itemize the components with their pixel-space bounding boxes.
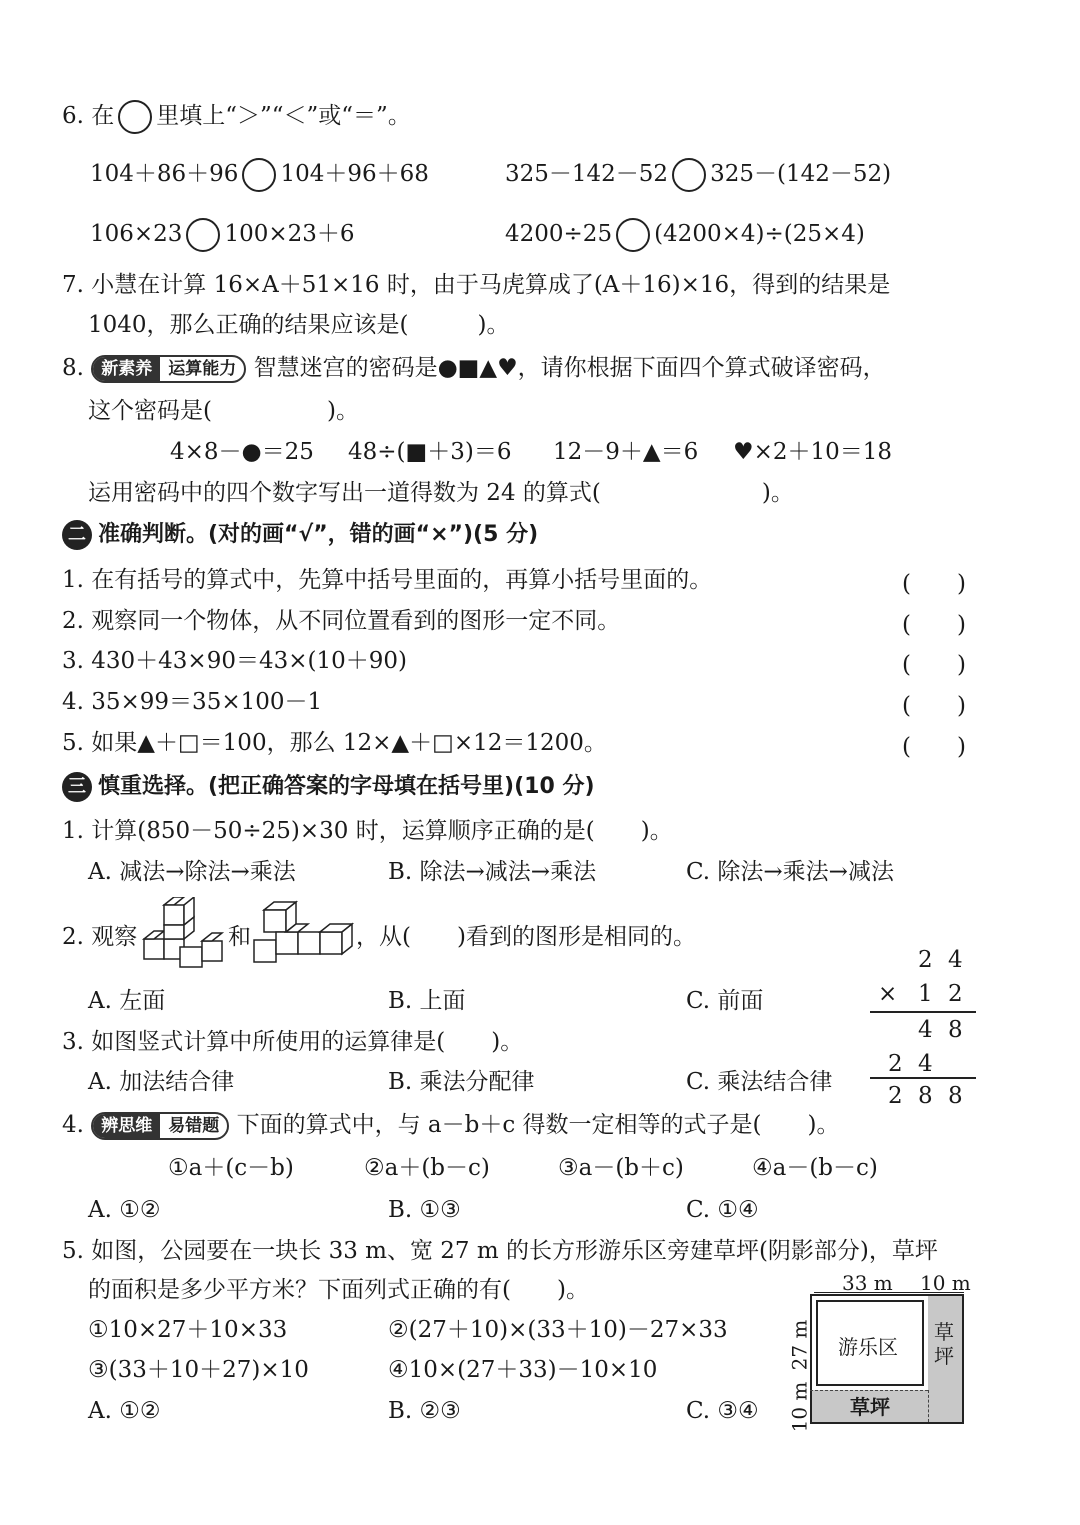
section-number: 三 bbox=[62, 772, 92, 802]
answer-circle[interactable] bbox=[672, 158, 706, 192]
q4-number: 4. bbox=[62, 1112, 84, 1138]
q6-prefix: 6. 在 bbox=[62, 103, 115, 129]
calc-digit: 8 bbox=[918, 1083, 933, 1109]
q5-expr-1: ①10×27＋10×33 bbox=[88, 1317, 288, 1343]
q6-title bbox=[62, 100, 411, 134]
choice-q5-opt-b[interactable]: B. ②③ bbox=[388, 1398, 461, 1424]
q6-row2-b bbox=[505, 218, 865, 252]
q4-expr-3: ③a－(b＋c) bbox=[558, 1155, 684, 1181]
judge-item-1: 1. 在有括号的算式中，先算中括号里面的，再算小括号里面的。 bbox=[62, 567, 713, 593]
q8-eq1: 4×8－●＝25 bbox=[170, 439, 314, 465]
answer-paren[interactable]: ( ) bbox=[902, 571, 966, 597]
section-2-header bbox=[62, 520, 538, 550]
answer-circle[interactable] bbox=[242, 158, 276, 192]
answer-paren[interactable]: ( ) bbox=[902, 693, 966, 719]
choice-q2-pre: 2. 观察 bbox=[62, 924, 138, 950]
cube-figure-1 bbox=[140, 897, 228, 971]
choice-q1-opt-a[interactable]: A. 减法→除法→乘法 bbox=[88, 859, 296, 885]
choice-q3: 3. 如图竖式计算中所使用的运算律是( )。 bbox=[62, 1029, 524, 1055]
badge-label-1: 辨思维 bbox=[93, 1114, 160, 1138]
calc-divider bbox=[870, 1077, 976, 1079]
choice-q3-opt-c[interactable]: C. 乘法结合律 bbox=[686, 1069, 833, 1095]
q4-expr-4: ④a－(b－c) bbox=[752, 1155, 878, 1181]
calc-digit: 2 bbox=[948, 981, 963, 1007]
section-title: 准确判断。(对的画“√”，错的画“×”)(5 分) bbox=[98, 522, 539, 547]
q6-r2b-right: (4200×4)÷(25×4) bbox=[654, 221, 865, 247]
answer-circle[interactable] bbox=[186, 218, 220, 252]
choice-q5-line2: 的面积是多少平方米？下面列式正确的有( )。 bbox=[88, 1277, 589, 1303]
times-sign: × bbox=[878, 981, 898, 1007]
q6-r1a-right: 104＋96＋68 bbox=[280, 161, 429, 187]
q8-eq4: ♥×2＋10＝18 bbox=[733, 439, 893, 465]
dashed-line bbox=[810, 1390, 928, 1391]
q6-row1-b bbox=[505, 158, 891, 192]
badge-label-2: 运算能力 bbox=[168, 359, 237, 379]
q8-eq3: 12－9＋▲＝6 bbox=[553, 439, 699, 465]
q6-r2a-left: 106×23 bbox=[90, 221, 183, 247]
q5-expr-2: ②(27＋10)×(33＋10)－27×33 bbox=[388, 1317, 728, 1343]
q8-line4: 运用密码中的四个数字写出一道得数为 24 的算式( )。 bbox=[88, 480, 794, 506]
badge-label-1: 新素养 bbox=[93, 357, 160, 381]
q6-suffix: 里填上“＞”“＜”或“＝”。 bbox=[156, 103, 411, 129]
q5-expr-3: ③(33＋10＋27)×10 bbox=[88, 1357, 309, 1383]
calc-digit: 8 bbox=[948, 1083, 963, 1109]
judge-item-2: 2. 观察同一个物体，从不同位置看到的图形一定不同。 bbox=[62, 608, 621, 634]
choice-q2-opt-b[interactable]: B. 上面 bbox=[388, 988, 466, 1014]
q6-r2a-right: 100×23＋6 bbox=[224, 221, 355, 247]
choice-q2-opt-c[interactable]: C. 前面 bbox=[686, 988, 764, 1014]
judge-item-5: 5. 如果▲＋□＝100，那么 12×▲＋□×12＝1200。 bbox=[62, 730, 607, 756]
q6-r1b-left: 325－142－52 bbox=[505, 161, 669, 187]
choice-q2-mid: 和 bbox=[228, 924, 251, 950]
calc-divider bbox=[870, 1011, 976, 1013]
judge-item-4: 4. 35×99＝35×100－1 bbox=[62, 689, 323, 715]
choice-q4-opt-c[interactable]: C. ①④ bbox=[686, 1197, 759, 1223]
q5-expr-4: ④10×(27＋33)－10×10 bbox=[388, 1357, 658, 1383]
calc-digit: 2 bbox=[888, 1083, 903, 1109]
q8-eq2: 48÷(■＋3)＝6 bbox=[348, 439, 512, 465]
choice-q5-opt-a[interactable]: A. ①② bbox=[88, 1398, 161, 1424]
q6-row2-a bbox=[90, 218, 355, 252]
choice-q3-opt-a[interactable]: A. 加法结合律 bbox=[88, 1069, 235, 1095]
calc-digit: 8 bbox=[948, 1017, 963, 1043]
answer-circle[interactable] bbox=[118, 100, 152, 134]
q8-text: 智慧迷宫的密码是●■▲♥，请你根据下面四个算式破译密码， bbox=[253, 355, 886, 381]
park-figure bbox=[780, 1268, 980, 1433]
q6-r2b-left: 4200÷25 bbox=[505, 221, 613, 247]
q6-r1a-left: 104＋86＋96 bbox=[90, 161, 239, 187]
answer-paren[interactable]: ( ) bbox=[902, 734, 966, 760]
answer-circle[interactable] bbox=[616, 218, 650, 252]
choice-q1: 1. 计算(850－50÷25)×30 时，运算顺序正确的是( )。 bbox=[62, 818, 673, 844]
section-3-header bbox=[62, 772, 595, 802]
section-title: 慎重选择。(把正确答案的字母填在括号里)(10 分) bbox=[98, 774, 595, 799]
play-area-label: 游乐区 bbox=[838, 1335, 898, 1359]
judge-item-3: 3. 430＋43×90＝43×(10＋90) bbox=[62, 648, 407, 674]
q7-line1: 7. 小慧在计算 16×A＋51×16 时，由于马虎算成了(A＋16)×16，得到的结果是 bbox=[62, 272, 891, 298]
calc-digit: 1 bbox=[918, 981, 933, 1007]
choice-q3-opt-b[interactable]: B. 乘法分配律 bbox=[388, 1069, 535, 1095]
thinking-badge bbox=[91, 1112, 229, 1140]
q8-line1 bbox=[62, 353, 886, 383]
q6-row1-a bbox=[90, 158, 429, 192]
grass-bottom-label: 草坪 bbox=[850, 1395, 890, 1419]
q7-line2: 1040，那么正确的结果应该是( )。 bbox=[88, 312, 510, 338]
choice-q2-opt-a[interactable]: A. 左面 bbox=[88, 988, 166, 1014]
q4-text: 下面的算式中，与 a－b＋c 得数一定相等的式子是( )。 bbox=[236, 1112, 840, 1138]
choice-q4-opt-a[interactable]: A. ①② bbox=[88, 1197, 161, 1223]
calc-digit: 2 bbox=[918, 947, 933, 973]
answer-paren[interactable]: ( ) bbox=[902, 612, 966, 638]
choice-q4 bbox=[62, 1110, 839, 1140]
q4-expr-2: ②a＋(b－c) bbox=[364, 1155, 490, 1181]
label-10m-side: 10 m bbox=[787, 1381, 812, 1433]
label-27m: 27 m bbox=[787, 1319, 812, 1371]
dim-line bbox=[928, 1292, 964, 1293]
calc-digit: 4 bbox=[948, 947, 963, 973]
calc-digit: 4 bbox=[918, 1051, 933, 1077]
q6-r1b-right: 325－(142－52) bbox=[710, 161, 892, 187]
q8-number: 8. bbox=[62, 355, 84, 381]
choice-q2-post: ，从( )看到的图形是相同的。 bbox=[356, 924, 696, 950]
badge-label-2: 易错题 bbox=[168, 1116, 220, 1136]
answer-paren[interactable]: ( ) bbox=[902, 652, 966, 678]
dim-line bbox=[814, 1292, 928, 1293]
cube-figure-2 bbox=[252, 900, 356, 968]
choice-q1-opt-b[interactable]: B. 除法→减法→乘法 bbox=[388, 859, 597, 885]
choice-q1-opt-c[interactable]: C. 除法→乘法→减法 bbox=[686, 859, 894, 885]
grass-right-label: 草坪 bbox=[934, 1320, 954, 1368]
label-33m: 33 m bbox=[842, 1271, 893, 1295]
vertical-calculation bbox=[868, 945, 980, 1115]
dashed-line bbox=[928, 1390, 929, 1422]
section-number: 二 bbox=[62, 520, 92, 550]
calc-digit: 4 bbox=[918, 1017, 933, 1043]
choice-q5-opt-c[interactable]: C. ③④ bbox=[686, 1398, 759, 1424]
q8-line2: 这个密码是( )。 bbox=[88, 398, 359, 424]
label-10m-top: 10 m bbox=[920, 1271, 971, 1295]
calc-digit: 2 bbox=[888, 1051, 903, 1077]
literacy-badge bbox=[91, 355, 246, 383]
choice-q5-line1: 5. 如图，公园要在一块长 33 m、宽 27 m 的长方形游乐区旁建草坪(阴影部分)，草坪 bbox=[62, 1238, 938, 1264]
q4-expr-1: ①a＋(c－b) bbox=[168, 1155, 294, 1181]
choice-q4-opt-b[interactable]: B. ①③ bbox=[388, 1197, 461, 1223]
